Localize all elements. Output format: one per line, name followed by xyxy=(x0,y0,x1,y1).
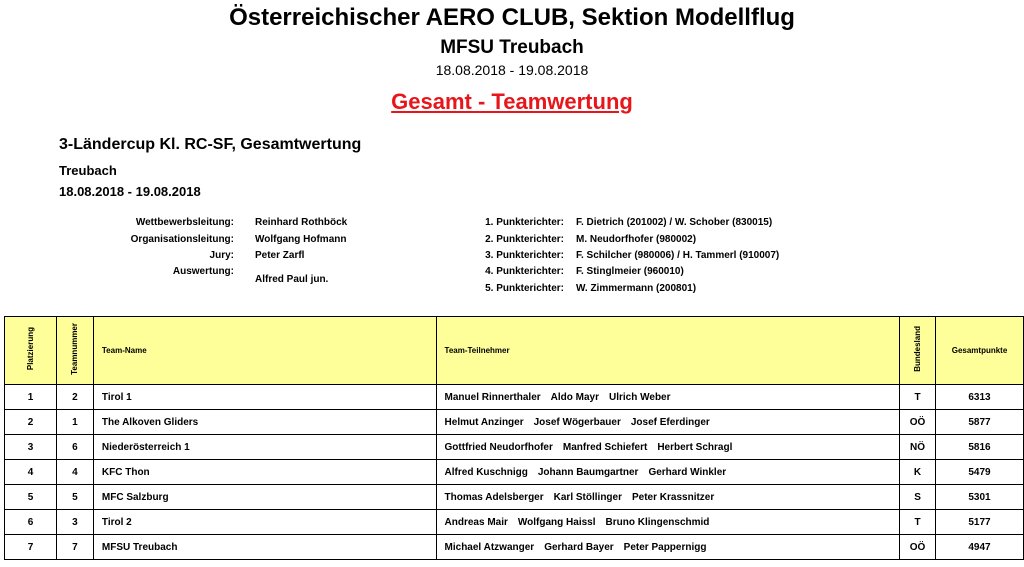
competition-dates: 18.08.2018 - 19.08.2018 xyxy=(59,184,201,199)
table-row xyxy=(5,485,1024,510)
club-title: Österreichischer AERO CLUB, Sektion Modellflug xyxy=(229,4,795,31)
judge-value: F. Schilcher (980006) / H. Tammerl (910007) xyxy=(576,250,780,261)
team-member: Wolfgang Haissl xyxy=(517,516,596,528)
team-member: Manuel Rinnerthaler xyxy=(444,391,541,403)
cell-team-number: 2 xyxy=(56,385,93,410)
venue-title: MFSU Treubach xyxy=(440,37,584,58)
cell-rank: 2 xyxy=(5,410,57,435)
team-member: Andreas Mair xyxy=(444,516,508,528)
official-label: Organisationsleitung: xyxy=(130,234,234,245)
team-member: Helmut Anzinger xyxy=(444,416,524,428)
cell-team-number: 6 xyxy=(56,435,93,460)
cell-rank: 4 xyxy=(5,460,57,485)
table-header-row xyxy=(5,317,1024,385)
judge-value: F. Stinglmeier (960010) xyxy=(576,266,684,277)
official-value: Reinhard Rothböck xyxy=(255,217,348,228)
cell-rank: 3 xyxy=(5,435,57,460)
cell-points: 5301 xyxy=(936,485,1024,510)
cell-state: NÖ xyxy=(900,435,936,460)
table-row xyxy=(5,435,1024,460)
cell-members xyxy=(436,485,900,510)
official-label: Jury: xyxy=(209,250,234,261)
cell-rank: 7 xyxy=(5,535,57,560)
team-member: Aldo Mayr xyxy=(550,391,600,403)
cell-points: 5877 xyxy=(936,410,1024,435)
competition-title: 3-Ländercup Kl. RC-SF, Gesamtwertung xyxy=(59,136,362,153)
event-dates: 18.08.2018 - 19.08.2018 xyxy=(435,62,589,78)
cell-points: 4947 xyxy=(936,535,1024,560)
table-row xyxy=(5,510,1024,535)
col-header-team-number: Teamnummer xyxy=(56,317,93,385)
cell-team-number: 3 xyxy=(56,510,93,535)
official-value: Peter Zarfl xyxy=(255,250,305,261)
cell-team-number: 5 xyxy=(56,485,93,510)
cell-team-number: 7 xyxy=(56,535,93,560)
cell-rank: 5 xyxy=(5,485,57,510)
col-header-team-name: Team-Name xyxy=(93,317,436,385)
col-header-members: Team-Teilnehmer xyxy=(436,317,900,385)
team-member: Karl Stöllinger xyxy=(553,491,622,503)
cell-members xyxy=(436,510,900,535)
official-value: Wolfgang Hofmann xyxy=(255,234,347,245)
team-member: Gottfried Neudorfhofer xyxy=(444,441,553,453)
judge-label: 5. Punkterichter: xyxy=(485,283,564,294)
cell-members xyxy=(436,410,900,435)
results-table xyxy=(4,316,1024,560)
team-member: Peter Krassnitzer xyxy=(632,491,715,503)
team-member: Alfred Kuschnigg xyxy=(444,466,528,478)
competition-place: Treubach xyxy=(59,163,117,178)
cell-state: OÖ xyxy=(900,535,936,560)
cell-points: 5816 xyxy=(936,435,1024,460)
cell-team-number: 1 xyxy=(56,410,93,435)
col-header-points: Gesamtpunkte xyxy=(936,317,1024,385)
judge-label: 1. Punkterichter: xyxy=(485,217,564,228)
official-value: Alfred Paul jun. xyxy=(255,274,329,285)
official-label: Wettbewerbsleitung: xyxy=(135,217,234,228)
table-row xyxy=(5,535,1024,560)
ranking-title: Gesamt - Teamwertung xyxy=(391,89,633,114)
team-member: Thomas Adelsberger xyxy=(444,491,544,503)
cell-members xyxy=(436,535,900,560)
cell-state: OÖ xyxy=(900,410,936,435)
cell-team-name: Tirol 2 xyxy=(93,510,436,535)
judge-label: 4. Punkterichter: xyxy=(485,266,564,277)
cell-team-name: The Alkoven Gliders xyxy=(93,410,436,435)
team-member: Manfred Schiefert xyxy=(562,441,648,453)
cell-members xyxy=(436,460,900,485)
cell-state: T xyxy=(900,510,936,535)
judge-value: W. Zimmermann (200801) xyxy=(576,283,697,294)
cell-team-name: MFSU Treubach xyxy=(93,535,436,560)
cell-rank: 1 xyxy=(5,385,57,410)
team-member: Josef Wögerbauer xyxy=(533,416,621,428)
team-member: Peter Pappernigg xyxy=(623,541,707,553)
team-member: Herbert Schragl xyxy=(657,441,733,453)
table-row xyxy=(5,410,1024,435)
cell-rank: 6 xyxy=(5,510,57,535)
judge-label: 3. Punkterichter: xyxy=(485,250,564,261)
cell-points: 5177 xyxy=(936,510,1024,535)
team-member: Ulrich Weber xyxy=(609,391,671,403)
team-member: Josef Eferdinger xyxy=(630,416,710,428)
cell-state: K xyxy=(900,460,936,485)
col-header-state: Bundesland xyxy=(900,317,936,385)
team-member: Gerhard Winkler xyxy=(648,466,727,478)
judge-label: 2. Punkterichter: xyxy=(485,234,564,245)
official-label: Auswertung: xyxy=(172,266,234,277)
cell-team-name: KFC Thon xyxy=(93,460,436,485)
cell-state: S xyxy=(900,485,936,510)
table-row xyxy=(5,385,1024,410)
cell-team-name: Tirol 1 xyxy=(93,385,436,410)
team-member: Johann Baumgartner xyxy=(537,466,639,478)
judge-value: F. Dietrich (201002) / W. Schober (830015) xyxy=(576,217,773,228)
judge-value: M. Neudorfhofer (980002) xyxy=(576,234,697,245)
col-header-rank: Platzierung xyxy=(5,317,57,385)
cell-state: T xyxy=(900,385,936,410)
table-row xyxy=(5,460,1024,485)
cell-members xyxy=(436,385,900,410)
cell-team-name: MFC Salzburg xyxy=(93,485,436,510)
cell-points: 5479 xyxy=(936,460,1024,485)
cell-team-number: 4 xyxy=(56,460,93,485)
cell-points: 6313 xyxy=(936,385,1024,410)
cell-team-name: Niederösterreich 1 xyxy=(93,435,436,460)
team-member: Gerhard Bayer xyxy=(544,541,614,553)
cell-members xyxy=(436,435,900,460)
team-member: Bruno Klingenschmid xyxy=(605,516,710,528)
team-member: Michael Atzwanger xyxy=(444,541,535,553)
